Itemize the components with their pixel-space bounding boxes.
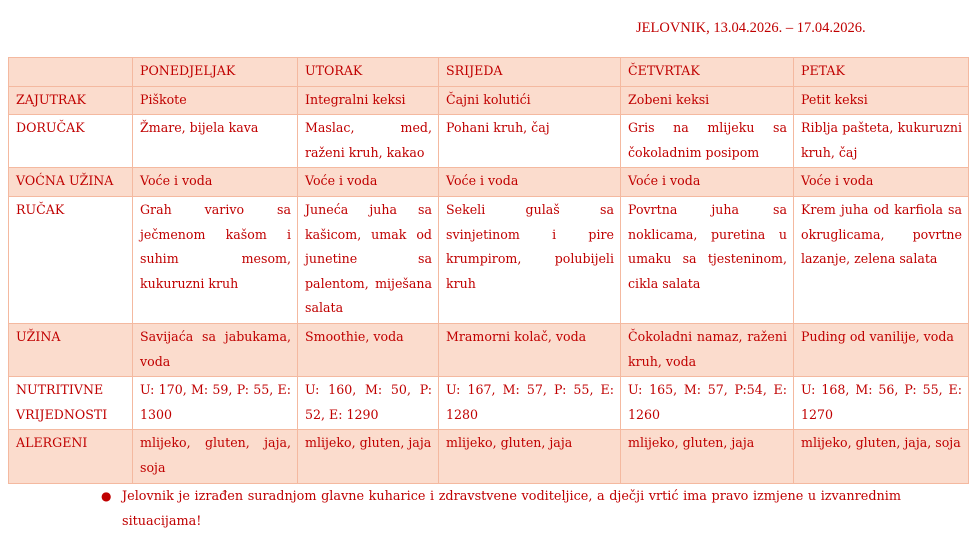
menu-cell: Smoothie, voda — [298, 323, 439, 376]
menu-cell: Žmare, bijela kava — [133, 115, 298, 168]
meal-row — [9, 430, 969, 483]
header-corner-cell — [9, 58, 133, 87]
menu-cell: U: 167, M: 57, P: 55, E: 1280 — [439, 377, 621, 430]
day-header: UTORAK — [298, 58, 439, 87]
meal-label: UŽINA — [9, 323, 133, 376]
page-title: JELOVNIK, 13.04.2026. – 17.04.2026. — [636, 20, 866, 36]
menu-cell: Voće i voda — [439, 168, 621, 197]
day-header: PONEDJELJAK — [133, 58, 298, 87]
menu-cell: U: 168, M: 56, P: 55, E: 1270 — [794, 377, 969, 430]
menu-cell: Voće i voda — [298, 168, 439, 197]
day-header: PETAK — [794, 58, 969, 87]
menu-cell: Petit keksi — [794, 86, 969, 115]
meal-row — [9, 115, 969, 168]
menu-cell: Gris na mlijeku sa čokoladnim posipom — [621, 115, 794, 168]
menu-cell: mlijeko, gluten, jaja, soja — [794, 430, 969, 483]
footnote-text: Jelovnik je izrađen suradnjom glavne kuharice i zdravstvene voditeljice, a dječji vrtić ima pravo izmjene u izvanrednim situacijama! — [122, 489, 901, 529]
menu-cell: Grah varivo sa ječmenom kašom i suhim mesom, kukuruzni kruh — [133, 196, 298, 323]
menu-cell: Riblja pašteta, kukuruzni kruh, čaj — [794, 115, 969, 168]
menu-cell: Puding od vanilije, voda — [794, 323, 969, 376]
meal-row — [9, 323, 969, 376]
meal-label: ZAJUTRAK — [9, 86, 133, 115]
menu-cell: Voće i voda — [794, 168, 969, 197]
menu-cell: Čokoladni namaz, raženi kruh, voda — [621, 323, 794, 376]
menu-cell: Povrtna juha sa noklicama, puretina u umaku sa tjesteninom, cikla salata — [621, 196, 794, 323]
meal-label: DORUČAK — [9, 115, 133, 168]
meal-row — [9, 196, 969, 323]
menu-cell: Zobeni keksi — [621, 86, 794, 115]
menu-cell: Juneća juha sa kašicom, umak od junetine sa palentom, miješana salata — [298, 196, 439, 323]
meal-row — [9, 377, 969, 430]
meal-label: ALERGENI — [9, 430, 133, 483]
menu-cell: Mramorni kolač, voda — [439, 323, 621, 376]
menu-cell: Savijaća sa jabukama, voda — [133, 323, 298, 376]
menu-cell: Maslac, med, raženi kruh, kakao — [298, 115, 439, 168]
day-header: SRIJEDA — [439, 58, 621, 87]
menu-cell: mlijeko, gluten, jaja — [439, 430, 621, 483]
header-row — [9, 58, 969, 87]
meal-row — [9, 168, 969, 197]
day-header: ČETVRTAK — [621, 58, 794, 87]
meal-label: RUČAK — [9, 196, 133, 323]
menu-cell: Krem juha od karfiola sa okruglicama, povrtne lazanje, zelena salata — [794, 196, 969, 323]
menu-cell: Integralni keksi — [298, 86, 439, 115]
menu-cell: Piškote — [133, 86, 298, 115]
menu-cell: U: 160, M: 50, P: 52, E: 1290 — [298, 377, 439, 430]
bullet-icon: ● — [101, 489, 112, 503]
menu-cell: mlijeko, gluten, jaja, soja — [133, 430, 298, 483]
menu-cell: Sekeli gulaš sa svinjetinom i pire krumpirom, polubijeli kruh — [439, 196, 621, 323]
menu-cell: mlijeko, gluten, jaja — [621, 430, 794, 483]
menu-table — [8, 57, 969, 484]
menu-cell: Voće i voda — [621, 168, 794, 197]
menu-cell: U: 165, M: 57, P:54, E: 1260 — [621, 377, 794, 430]
menu-cell: Pohani kruh, čaj — [439, 115, 621, 168]
meal-label: VOĆNA UŽINA — [9, 168, 133, 197]
menu-cell: mlijeko, gluten, jaja — [298, 430, 439, 483]
menu-cell: U: 170, M: 59, P: 55, E: 1300 — [133, 377, 298, 430]
menu-cell: Čajni kolutići — [439, 86, 621, 115]
menu-cell: Voće i voda — [133, 168, 298, 197]
meal-label: NUTRITIVNE VRIJEDNOSTI — [9, 377, 133, 430]
meal-row — [9, 86, 969, 115]
footnote — [101, 484, 901, 534]
